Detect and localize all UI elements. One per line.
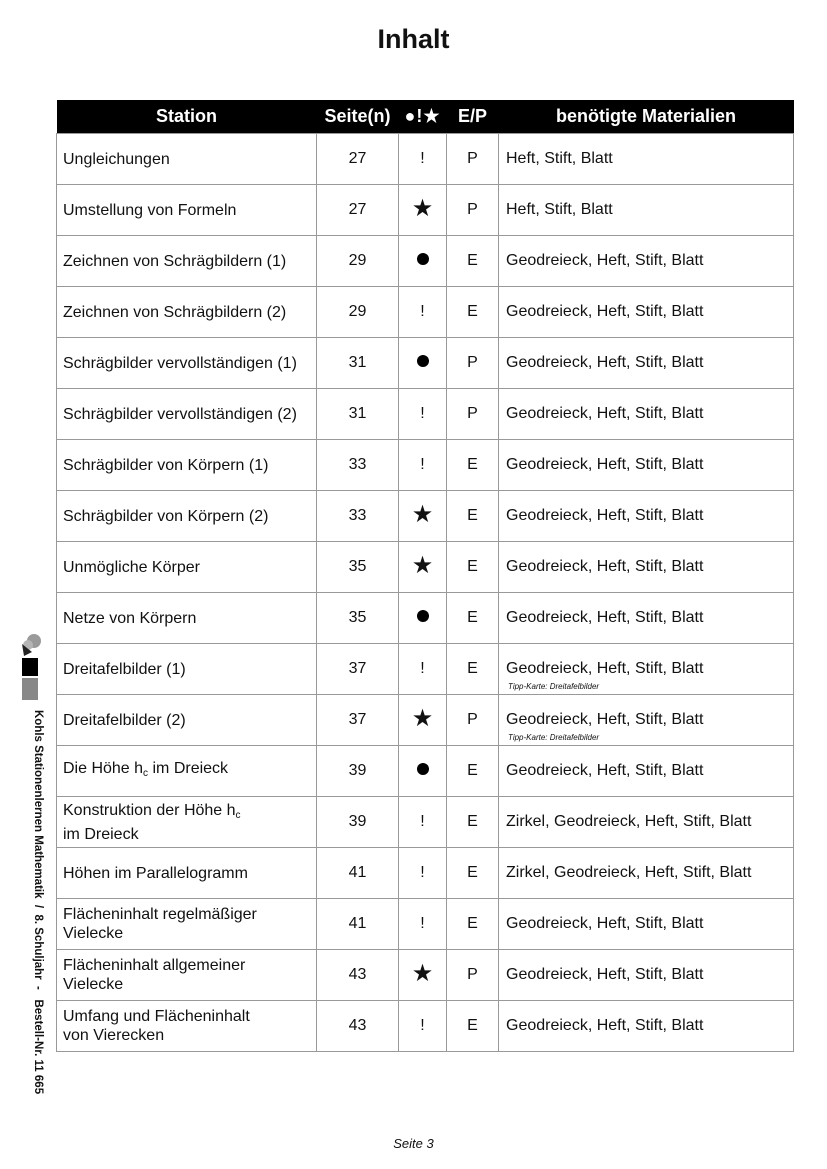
materials-cell [499, 644, 794, 695]
materials-text: Geodreieck, Heft, Stift, Blatt [506, 303, 704, 320]
ep-cell: E [447, 542, 499, 593]
symbol-cell [399, 797, 447, 848]
star-icon: ★ [411, 195, 434, 222]
ep-cell: E [447, 236, 499, 287]
table-row [57, 440, 794, 491]
materials-cell [499, 491, 794, 542]
station-name: Flächeninhalt regelmäßiger [63, 906, 257, 923]
station-name-line2: Vielecke [63, 976, 124, 993]
materials-text: Geodreieck, Heft, Stift, Blatt [506, 711, 704, 728]
ep-cell: E [447, 746, 499, 797]
station-cell [57, 848, 317, 899]
tip-card-note: Tipp-Karte: Dreitafelbilder [508, 733, 600, 742]
ep-cell: E [447, 440, 499, 491]
exclamation-icon: ! [420, 660, 425, 677]
ep-cell: E [447, 797, 499, 848]
symbol-cell [399, 950, 447, 1001]
ep-cell: E [447, 287, 499, 338]
station-name: Schrägbilder von Körpern (1) [63, 456, 269, 474]
station-cell [57, 287, 317, 338]
materials-text: Geodreieck, Heft, Stift, Blatt [506, 252, 704, 269]
station-name: Flächeninhalt allgemeiner [63, 957, 246, 974]
station-cell [57, 899, 317, 950]
ep-cell: E [447, 848, 499, 899]
page-cell: 33 [317, 440, 399, 491]
page-cell: 41 [317, 899, 399, 950]
dot-icon [417, 610, 429, 622]
ep-cell: E [447, 644, 499, 695]
materials-text: Geodreieck, Heft, Stift, Blatt [506, 558, 704, 575]
symbol-cell [399, 440, 447, 491]
symbol-cell [399, 899, 447, 950]
header-pages: Seite(n) [317, 100, 399, 134]
exclamation-icon: ! [420, 456, 425, 473]
page-cell: 35 [317, 593, 399, 644]
station-name: Umfang und Flächeninhalt [63, 1008, 250, 1025]
star-icon: ★ [411, 552, 434, 579]
station-cell [57, 134, 317, 185]
materials-text: Geodreieck, Heft, Stift, Blatt [506, 354, 704, 371]
materials-text: Geodreieck, Heft, Stift, Blatt [506, 609, 704, 626]
materials-text: Geodreieck, Heft, Stift, Blatt [506, 915, 704, 932]
symbol-cell [399, 542, 447, 593]
materials-cell [499, 848, 794, 899]
symbol-cell [399, 593, 447, 644]
table-row [57, 338, 794, 389]
page-cell: 39 [317, 797, 399, 848]
table-row [57, 236, 794, 287]
page-title: Inhalt [377, 24, 450, 54]
station-name: Ungleichungen [63, 150, 170, 168]
publisher-logo-icon [18, 632, 42, 706]
station-cell [57, 491, 317, 542]
ep-cell: E [447, 491, 499, 542]
symbol-cell [399, 491, 447, 542]
station-name: Unmögliche Körper [63, 558, 200, 576]
station-name-line2: Vielecke [63, 925, 124, 942]
table-row [57, 593, 794, 644]
station-name: Dreitafelbilder (1) [63, 660, 186, 678]
materials-text: Zirkel, Geodreieck, Heft, Stift, Blatt [506, 813, 752, 830]
dot-icon [417, 253, 429, 265]
ep-cell: E [447, 593, 499, 644]
dot-icon [417, 355, 429, 367]
materials-text: Geodreieck, Heft, Stift, Blatt [506, 405, 704, 422]
table-row [57, 746, 794, 797]
symbol-cell [399, 134, 447, 185]
station-name: Dreitafelbilder (2) [63, 711, 186, 729]
station-name: Zeichnen von Schrägbildern (1) [63, 252, 287, 270]
table-body [57, 134, 794, 1052]
page-cell: 31 [317, 389, 399, 440]
station-cell [57, 185, 317, 236]
exclamation-icon: ! [420, 813, 425, 830]
page-cell: 35 [317, 542, 399, 593]
star-icon: ★ [411, 960, 434, 987]
symbol-cell [399, 746, 447, 797]
station-name: Konstruktion der Höhe h [63, 801, 236, 819]
page-cell: 29 [317, 287, 399, 338]
station-name-line2: im Dreieck [63, 825, 139, 843]
table-row [57, 389, 794, 440]
station-cell [57, 695, 317, 746]
materials-text: Zirkel, Geodreieck, Heft, Stift, Blatt [506, 864, 752, 881]
star-icon: ★ [411, 705, 434, 732]
materials-cell [499, 1001, 794, 1052]
symbol-cell [399, 338, 447, 389]
station-cell [57, 797, 317, 848]
symbol-cell [399, 1001, 447, 1052]
contents-table [56, 100, 794, 1052]
symbol-cell [399, 236, 447, 287]
ep-cell: P [447, 950, 499, 1001]
materials-text: Heft, Stift, Blatt [506, 201, 613, 218]
exclamation-icon: ! [420, 1017, 425, 1034]
dot-icon [417, 763, 429, 775]
publisher-sidebar [14, 632, 42, 1102]
page-cell: 37 [317, 644, 399, 695]
symbol-cell [399, 287, 447, 338]
symbol-cell [399, 695, 447, 746]
station-name: Höhen im Parallelogramm [63, 864, 248, 882]
table-row [57, 287, 794, 338]
page-cell: 39 [317, 746, 399, 797]
symbol-cell [399, 848, 447, 899]
station-cell [57, 440, 317, 491]
materials-text: Geodreieck, Heft, Stift, Blatt [506, 1017, 704, 1034]
station-cell [57, 746, 317, 797]
ep-cell: P [447, 338, 499, 389]
exclamation-icon: ! [420, 864, 425, 881]
tip-card-note: Tipp-Karte: Dreitafelbilder [508, 682, 600, 691]
station-name-rest: im Dreieck [148, 760, 229, 777]
table-row [57, 542, 794, 593]
ep-cell: P [447, 389, 499, 440]
table-row [57, 950, 794, 1001]
materials-cell [499, 287, 794, 338]
station-name: Schrägbilder vervollständigen (1) [63, 354, 297, 372]
station-cell [57, 338, 317, 389]
ep-cell: E [447, 1001, 499, 1052]
materials-text: Geodreieck, Heft, Stift, Blatt [506, 660, 704, 677]
materials-cell [499, 797, 794, 848]
station-name: Die Höhe h [63, 760, 144, 777]
header-station: Station [57, 100, 317, 134]
materials-text: Geodreieck, Heft, Stift, Blatt [506, 507, 704, 524]
materials-cell [499, 236, 794, 287]
materials-cell [499, 542, 794, 593]
exclamation-icon: ! [420, 150, 425, 167]
star-icon: ★ [411, 501, 434, 528]
table-row [57, 899, 794, 950]
station-cell [57, 542, 317, 593]
table-row [57, 491, 794, 542]
materials-cell [499, 950, 794, 1001]
page-number: Seite 3 [393, 1136, 434, 1151]
materials-text: Geodreieck, Heft, Stift, Blatt [506, 966, 704, 983]
symbol-cell [399, 185, 447, 236]
table-row [57, 134, 794, 185]
materials-cell [499, 389, 794, 440]
station-name: Umstellung von Formeln [63, 201, 237, 219]
station-cell [57, 644, 317, 695]
materials-text: Heft, Stift, Blatt [506, 150, 613, 167]
table-header-row [57, 100, 794, 134]
station-cell [57, 593, 317, 644]
page-cell: 27 [317, 134, 399, 185]
station-cell [57, 389, 317, 440]
station-name: Zeichnen von Schrägbildern (2) [63, 303, 287, 321]
header-symbols: ●!★ [399, 100, 447, 134]
materials-cell [499, 440, 794, 491]
table-row [57, 644, 794, 695]
header-materials: benötigte Materialien [499, 100, 794, 134]
materials-cell [499, 185, 794, 236]
table-row [57, 185, 794, 236]
table-row [57, 797, 794, 848]
page-cell: 27 [317, 185, 399, 236]
header-ep: E/P [447, 100, 499, 134]
station-name: Schrägbilder von Körpern (2) [63, 507, 269, 525]
ep-cell: P [447, 134, 499, 185]
sidebar-text: Kohls Stationenlernen Mathematik / 8. Schuljahr - Bestell-Nr. 11 665 [32, 710, 44, 1095]
exclamation-icon: ! [420, 303, 425, 320]
materials-text: Geodreieck, Heft, Stift, Blatt [506, 456, 704, 473]
station-name: Netze von Körpern [63, 609, 197, 627]
station-cell [57, 1001, 317, 1052]
page-cell: 43 [317, 950, 399, 1001]
materials-cell [499, 695, 794, 746]
symbol-cell [399, 389, 447, 440]
materials-cell [499, 746, 794, 797]
materials-text: Geodreieck, Heft, Stift, Blatt [506, 762, 704, 779]
page-cell: 41 [317, 848, 399, 899]
exclamation-icon: ! [420, 915, 425, 932]
page-cell: 37 [317, 695, 399, 746]
station-name-line2: von Vierecken [63, 1027, 165, 1044]
ep-cell: P [447, 185, 499, 236]
station-subscript: c [143, 768, 149, 779]
table-row [57, 848, 794, 899]
page-cell: 43 [317, 1001, 399, 1052]
materials-cell [499, 593, 794, 644]
table-row [57, 695, 794, 746]
materials-cell [499, 899, 794, 950]
exclamation-icon: ! [420, 405, 425, 422]
station-cell [57, 950, 317, 1001]
table-row [57, 1001, 794, 1052]
page-cell: 31 [317, 338, 399, 389]
station-subscript: c [235, 809, 241, 821]
station-cell [57, 236, 317, 287]
page-cell: 29 [317, 236, 399, 287]
page-cell: 33 [317, 491, 399, 542]
ep-cell: P [447, 695, 499, 746]
materials-cell [499, 134, 794, 185]
materials-cell [499, 338, 794, 389]
symbol-cell [399, 644, 447, 695]
station-name: Schrägbilder vervollständigen (2) [63, 405, 297, 423]
ep-cell: E [447, 899, 499, 950]
